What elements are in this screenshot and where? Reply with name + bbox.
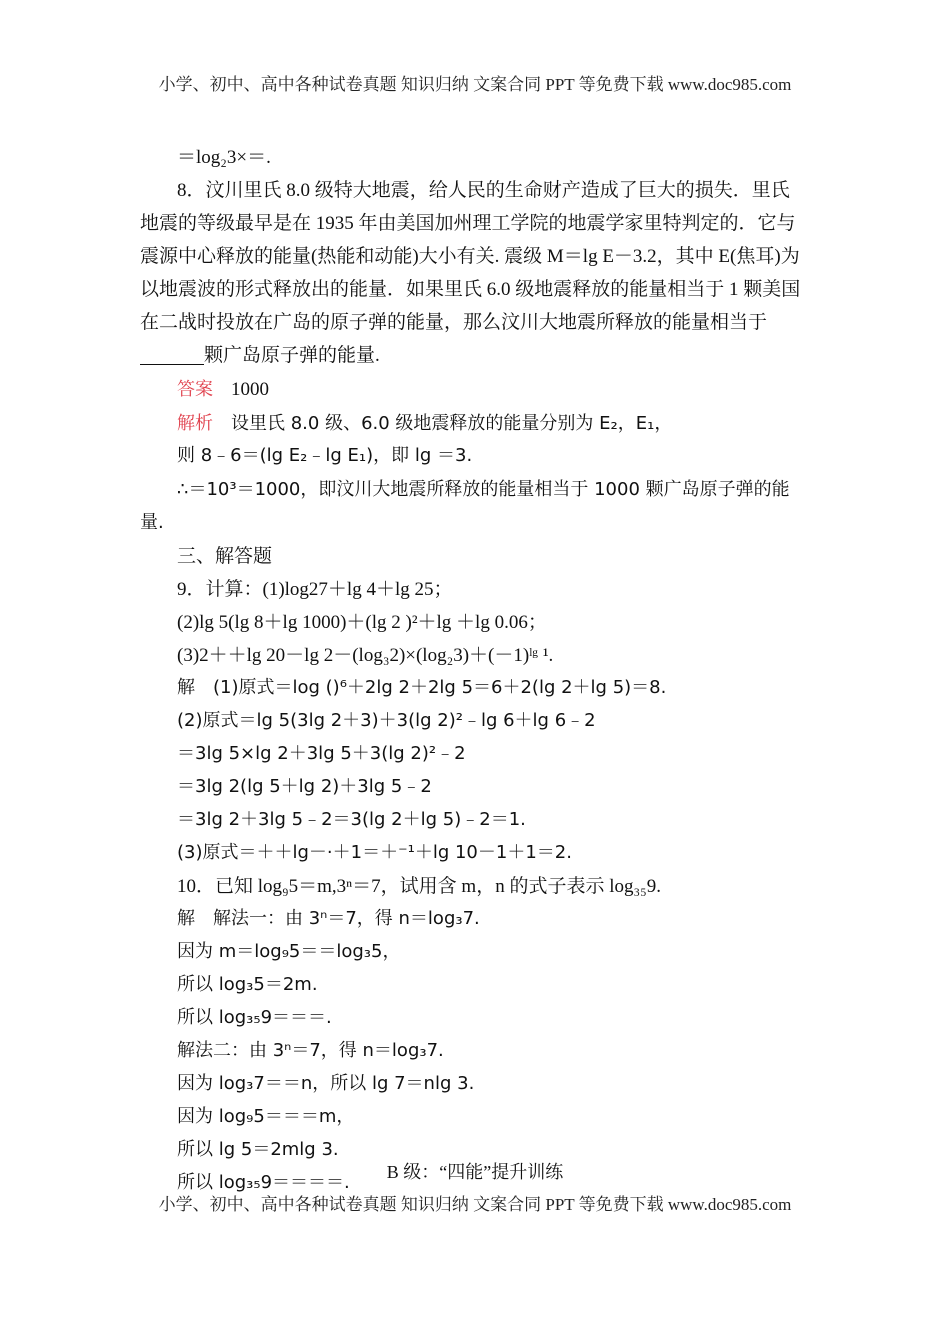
analysis-line-3: ∴＝10³＝1000，即汶川大地震所释放的能量相当于 1000 颗广岛原子弹的能: [177, 479, 790, 500]
analysis-line-1: [177, 414, 672, 433]
answer-line: [177, 380, 269, 399]
solution-10-line-6: 因为 log₃7＝＝n，所以 lg 7＝nlg 3.: [177, 1073, 475, 1094]
solution-9-line-5: ＝3lg 2＋3lg 5﹣2＝3(lg 2＋lg 5)﹣2＝1.: [177, 809, 526, 830]
solution-9-line-4: ＝3lg 2(lg 5＋lg 2)＋3lg 5﹣2: [177, 776, 432, 797]
solution-10-line-4: 所以 log₃₅9＝＝＝.: [177, 1007, 332, 1028]
solution-10-line-1: 解 解法一：由 3ⁿ＝7，得 n＝log₃7.: [177, 908, 480, 929]
question-8-line-4: 以地震波的形式释放出的能量．如果里氏 6.0 级地震释放的能量相当于 1 颗美国: [140, 279, 801, 300]
question-9-line-2: (2)lg 5(lg 8＋lg 1000)＋(lg 2 )²＋lg ＋lg 0.06；: [177, 612, 547, 633]
question-10: 10．已知 log₉5＝m,3ⁿ＝7，试用含 m，n 的式子表示 log₃₅9.: [177, 876, 661, 897]
analysis-line-2: 则 8﹣6＝(lg E₂﹣lg E₁)，即 lg ＝3.: [177, 445, 473, 466]
page-header: 小学、初中、高中各种试卷真题 知识归纳 文案合同 PPT 等免费下载 www.doc985.com: [158, 75, 792, 94]
question-8-line-5: 在二战时投放在广岛的原子弹的能量，那么汶川大地震所释放的能量相当于: [140, 312, 768, 333]
question-8-line-1: 8．汶川里氏 8.0 级特大地震，给人民的生命财产造成了巨大的损失．里氏: [177, 180, 790, 201]
solution-10-line-3: 所以 log₃5＝2m.: [177, 974, 318, 995]
question-9-line-3: (3)2＋＋lg 20－lg 2－(log₃2)×(log₂3)＋(－1)ˡᵍ ¹.: [177, 645, 554, 666]
analysis-text-1: 设里氏 8.0 级、6.0 级地震释放的能量分别为 E₂，E₁，: [231, 413, 673, 434]
line-formula-tail: ＝log₂3×＝.: [177, 147, 271, 168]
solution-10-line-7: 因为 log₉5＝＝＝m，: [177, 1106, 355, 1127]
solution-10-line-9: 所以 log₃₅9＝＝＝＝.: [177, 1172, 350, 1193]
question-8-line-6-text: 颗广岛原子弹的能量.: [204, 345, 380, 366]
question-8-line-6: [140, 346, 380, 365]
answer-blank: [140, 346, 204, 365]
section-heading-3: 三、解答题: [177, 546, 273, 567]
analysis-tag: 解析: [177, 413, 213, 434]
section-heading-b: B 级：“四能”提升训练: [386, 1162, 564, 1182]
solution-10-line-8: 所以 lg 5＝2mlg 3.: [177, 1139, 339, 1160]
question-9-line-1: 9．计算：(1)log27＋lg 4＋lg 25；: [177, 579, 453, 600]
solution-9-line-2: (2)原式＝lg 5(3lg 2＋3)＋3(lg 2)²﹣lg 6＋lg 6﹣2: [177, 710, 596, 731]
answer-value: 1000: [231, 379, 269, 400]
answer-tag: 答案: [177, 379, 213, 400]
solution-10-line-2: 因为 m＝log₉5＝＝log₃5，: [177, 941, 401, 962]
solution-10-line-5: 解法二：由 3ⁿ＝7，得 n＝log₃7.: [177, 1040, 444, 1061]
question-8-line-2: 地震的等级最早是在 1935 年由美国加州理工学院的地震学家里特判定的．它与: [140, 213, 796, 234]
analysis-line-4: 量.: [140, 512, 164, 533]
question-8-line-3: 震源中心释放的能量(热能和动能)大小有关. 震级 M＝lg E－3.2，其中 E(焦耳)为: [140, 246, 800, 267]
page-footer: 小学、初中、高中各种试卷真题 知识归纳 文案合同 PPT 等免费下载 www.doc985.com: [158, 1195, 792, 1214]
solution-9-line-3: ＝3lg 5×lg 2＋3lg 5＋3(lg 2)²﹣2: [177, 743, 466, 764]
solution-9-line-6: (3)原式＝＋＋lg－·＋1＝＋⁻¹＋lg 10－1＋1＝2.: [177, 842, 572, 863]
solution-9-line-1: 解 (1)原式＝log ()⁶＋2lg 2＋2lg 5＝6＋2(lg 2＋lg 5)＝8.: [177, 677, 667, 698]
